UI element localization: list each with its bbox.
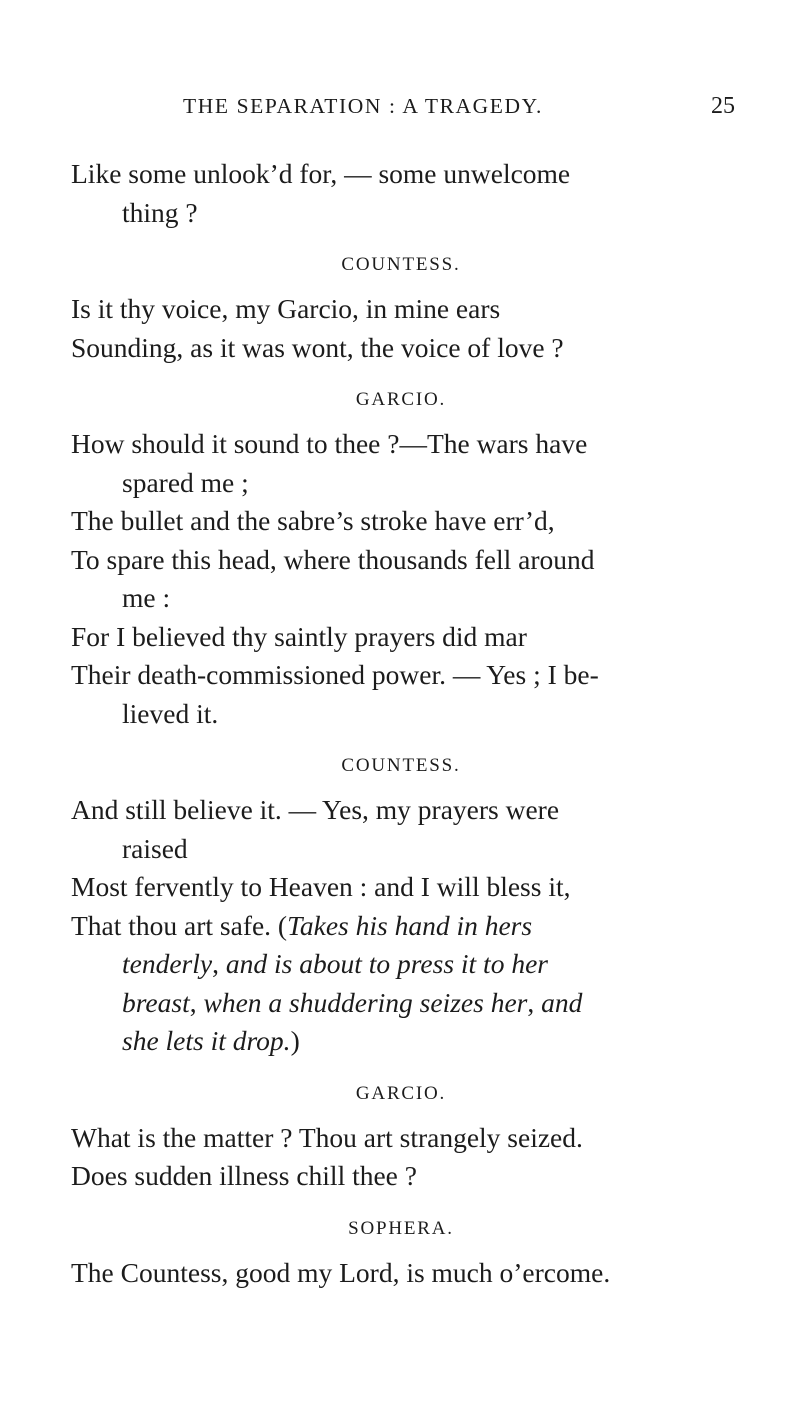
stage-direction-text: breast <box>122 986 190 1018</box>
running-head-title: THE SEPARATION : A TRAGEDY. <box>183 94 543 118</box>
dialogue-text <box>71 155 751 1292</box>
verse-line-continuation <box>71 984 751 1023</box>
line-text: That thou art safe. ( <box>71 909 288 941</box>
stage-direction-text: tenderly <box>122 948 213 979</box>
stage-direction-text: when a shuddering seizes her <box>203 986 528 1018</box>
verse-line: For I believed thy saintly prayers did mar <box>71 620 527 652</box>
stage-direction-text: Takes his hand in hers <box>287 909 533 941</box>
verse-line <box>71 907 751 946</box>
speaker-name: COUNTESS. <box>341 254 461 275</box>
verse-line: Most fervently to Heaven : and I will bless it, <box>71 871 571 902</box>
line-text: , <box>212 948 226 979</box>
running-head <box>183 91 735 121</box>
verse-line: The Countess, good my Lord, is much o’ercome. <box>71 1256 611 1288</box>
verse-line: The bullet and the sabre’s stroke have err’d, <box>71 505 555 536</box>
verse-line: How should it sound to thee ?—The wars have <box>71 428 588 459</box>
verse-line: What is the matter ? Thou art strangely seized. <box>71 1121 583 1153</box>
line-text: , <box>527 986 542 1018</box>
speaker-name: SOPHERA. <box>348 1217 454 1239</box>
speaker-name: COUNTESS. <box>341 755 461 776</box>
verse-line-continuation: lieved it. <box>122 697 219 729</box>
verse-line-continuation <box>71 945 751 984</box>
stage-direction-text: and is about to press it to her <box>225 948 548 979</box>
speaker-name: GARCIO. <box>355 389 447 410</box>
verse-line-continuation: thing ? <box>122 196 198 228</box>
stage-direction-text: and <box>541 986 583 1018</box>
line-text: , <box>189 986 204 1018</box>
verse-line: And still believe it. — Yes, my prayers were <box>71 794 560 825</box>
verse-line: Sounding, as it was wont, the voice of love ? <box>71 331 564 363</box>
page-number: 25 <box>711 93 735 119</box>
verse-line: Their death-commissioned power. — Yes ; I be- <box>71 659 599 690</box>
verse-line-continuation: me : <box>122 582 171 613</box>
stage-direction-text: she lets it drop. <box>122 1025 291 1056</box>
verse-line-continuation: raised <box>122 832 188 864</box>
verse-line-continuation <box>71 1022 751 1061</box>
speaker-name: GARCIO. <box>355 1082 447 1104</box>
verse-line: Does sudden illness chill thee ? <box>71 1160 417 1191</box>
line-text: ) <box>290 1025 300 1056</box>
verse-line: Is it thy voice, my Garcio, in mine ears <box>71 293 501 324</box>
verse-line-continuation: spared me ; <box>122 466 249 498</box>
verse-line: Like some unlook’d for, — some unwelcome <box>71 158 571 189</box>
verse-line: To spare this head, where thousands fell around <box>71 543 595 575</box>
